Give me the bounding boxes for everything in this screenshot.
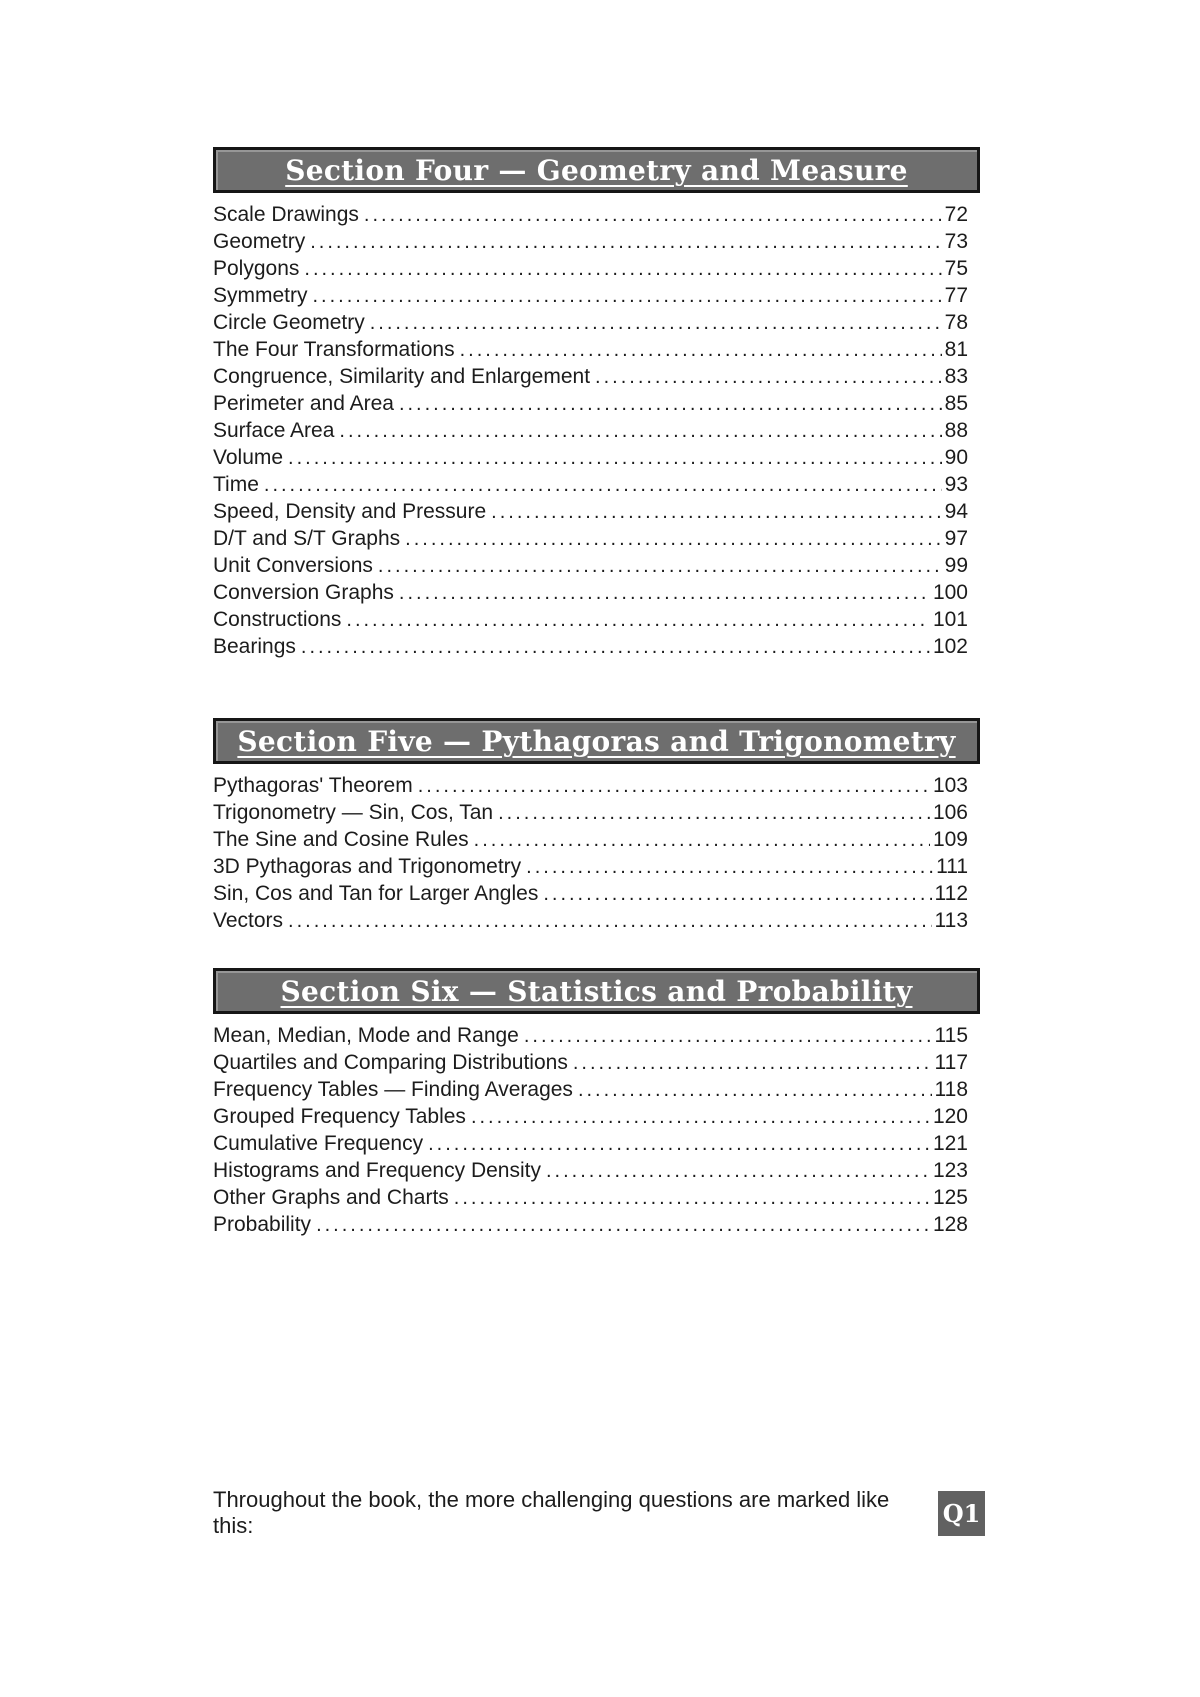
toc-entry-page: 118 (934, 1078, 968, 1101)
toc-entry (213, 826, 968, 853)
dot-leader (264, 472, 942, 499)
toc-entry-page: 121 (932, 1132, 968, 1155)
toc-entry (213, 1022, 968, 1049)
toc-entry (213, 880, 968, 907)
toc-entry-page: 97 (944, 527, 968, 550)
toc-entry-title: Perimeter and Area (213, 392, 394, 415)
toc-entry (213, 1211, 968, 1238)
toc-entry-title: Scale Drawings (213, 203, 359, 226)
toc-entry-title: Quartiles and Comparing Distributions (213, 1051, 568, 1074)
footnote (213, 1487, 985, 1539)
section-five-toc-list (213, 772, 980, 934)
dot-leader (471, 1104, 930, 1131)
toc-entry-title: Volume (213, 446, 284, 469)
toc-entry-title: Trigonometry — Sin, Cos, Tan (213, 801, 494, 824)
toc-entry-page: 85 (944, 392, 968, 415)
toc-entry-page: 100 (932, 581, 968, 604)
section-five (213, 718, 980, 934)
toc-entry-page: 113 (934, 909, 968, 932)
toc-entry-page: 123 (932, 1159, 968, 1182)
dot-leader (526, 854, 933, 881)
dot-leader (405, 526, 941, 553)
toc-entry (213, 228, 968, 255)
toc-entry (213, 633, 968, 660)
toc-entry (213, 525, 968, 552)
toc-entry-title: Cumulative Frequency (213, 1132, 424, 1155)
toc-entry-page: 90 (944, 446, 968, 469)
dot-leader (573, 1050, 932, 1077)
toc-entry-page: 112 (934, 882, 968, 905)
toc-entry-title: Histograms and Frequency Density (213, 1159, 541, 1182)
toc-entry (213, 1076, 968, 1103)
section-six (213, 968, 980, 1238)
section-five-title: Section Five — Pythagoras and Trigonometry (237, 724, 956, 758)
section-six-toc-list (213, 1022, 980, 1238)
toc-entry (213, 853, 968, 880)
toc-entry-page: 81 (944, 338, 968, 361)
toc-entry (213, 606, 968, 633)
dot-leader (578, 1077, 932, 1104)
dot-leader (428, 1131, 930, 1158)
toc-entry (213, 579, 968, 606)
dot-leader (346, 607, 930, 634)
toc-entry-page: 101 (932, 608, 968, 631)
toc-entry-page: 109 (932, 828, 968, 851)
section-five-header-bar (213, 718, 980, 764)
toc-entry-title: Speed, Density and Pressure (213, 500, 487, 523)
dot-leader (364, 202, 942, 229)
toc-entry-title: The Four Transformations (213, 338, 455, 361)
dot-leader (418, 773, 930, 800)
toc-entry-page: 83 (944, 365, 968, 388)
toc-entry-title: Conversion Graphs (213, 581, 394, 604)
toc-entry (213, 772, 968, 799)
dot-leader (301, 634, 930, 661)
toc-entry-title: Geometry (213, 230, 306, 253)
toc-entry (213, 282, 968, 309)
toc-entry (213, 309, 968, 336)
toc-entry-page: 111 (936, 855, 968, 878)
toc-entry (213, 1049, 968, 1076)
toc-entry-title: Circle Geometry (213, 311, 365, 334)
dot-leader (313, 283, 942, 310)
toc-entry-page: 94 (944, 500, 968, 523)
dot-leader (543, 881, 931, 908)
toc-entry (213, 1157, 968, 1184)
toc-entry (213, 201, 968, 228)
toc-entry-page: 103 (932, 774, 968, 797)
dot-leader (370, 310, 942, 337)
dot-leader (304, 256, 941, 283)
toc-entry-page: 88 (944, 419, 968, 442)
toc-entry-title: The Sine and Cosine Rules (213, 828, 469, 851)
section-four-header-bar (213, 147, 980, 193)
toc-entry-page: 120 (932, 1105, 968, 1128)
dot-leader (454, 1185, 930, 1212)
dot-leader (316, 1212, 930, 1239)
toc-entry-title: Polygons (213, 257, 300, 280)
toc-entry-page: 106 (932, 801, 968, 824)
toc-entry (213, 1184, 968, 1211)
dot-leader (498, 800, 930, 827)
dot-leader (595, 364, 942, 391)
toc-entry-title: Unit Conversions (213, 554, 373, 577)
dot-leader (460, 337, 942, 364)
toc-entry-title: Vectors (213, 909, 284, 932)
toc-entry-page: 128 (932, 1213, 968, 1236)
section-four-title: Section Four — Geometry and Measure (285, 153, 908, 187)
toc-entry-title: Congruence, Similarity and Enlargement (213, 365, 591, 388)
section-four (213, 147, 980, 660)
challenge-question-badge: Q1 (938, 1491, 985, 1536)
dot-leader (399, 580, 930, 607)
toc-entry (213, 471, 968, 498)
toc-entry-title: D/T and S/T Graphs (213, 527, 401, 550)
dot-leader (546, 1158, 930, 1185)
toc-entry-title: Surface Area (213, 419, 335, 442)
footnote-text: Throughout the book, the more challenging questions are marked like this: (213, 1487, 890, 1538)
toc-entry-page: 77 (944, 284, 968, 307)
toc-entry (213, 336, 968, 363)
toc-entry (213, 1130, 968, 1157)
toc-entry-title: Sin, Cos and Tan for Larger Angles (213, 882, 539, 905)
toc-entry (213, 552, 968, 579)
dot-leader (378, 553, 942, 580)
section-six-title: Section Six — Statistics and Probability (280, 974, 913, 1008)
toc-entry-title: Pythagoras' Theorem (213, 774, 413, 797)
toc-entry-page: 102 (932, 635, 968, 658)
dot-leader (310, 229, 941, 256)
toc-entry-title: Symmetry (213, 284, 308, 307)
dot-leader (474, 827, 930, 854)
toc-entry-title: Mean, Median, Mode and Range (213, 1024, 519, 1047)
toc-entry (213, 907, 968, 934)
toc-entry (213, 1103, 968, 1130)
toc-entry-title: Grouped Frequency Tables (213, 1105, 466, 1128)
section-four-toc-list (213, 201, 980, 660)
toc-entry-page: 78 (944, 311, 968, 334)
toc-entry-page: 99 (944, 554, 968, 577)
toc-entry (213, 444, 968, 471)
toc-entry (213, 498, 968, 525)
toc-entry (213, 799, 968, 826)
section-six-header-bar (213, 968, 980, 1014)
toc-entry-page: 72 (944, 203, 968, 226)
toc-entry-title: Frequency Tables — Finding Averages (213, 1078, 573, 1101)
dot-leader (288, 908, 931, 935)
toc-entry-title: Other Graphs and Charts (213, 1186, 449, 1209)
toc-entry (213, 255, 968, 282)
toc-entry (213, 417, 968, 444)
toc-entry-page: 125 (932, 1186, 968, 1209)
toc-entry-page: 93 (944, 473, 968, 496)
toc-entry-title: Constructions (213, 608, 342, 631)
dot-leader (288, 445, 942, 472)
dot-leader (339, 418, 941, 445)
toc-entry-page: 117 (934, 1051, 968, 1074)
dot-leader (524, 1023, 932, 1050)
toc-entry (213, 390, 968, 417)
toc-entry (213, 363, 968, 390)
dot-leader (399, 391, 942, 418)
toc-entry-page: 75 (944, 257, 968, 280)
toc-entry-title: Bearings (213, 635, 296, 658)
toc-entry-title: Probability (213, 1213, 312, 1236)
toc-entry-page: 115 (934, 1024, 968, 1047)
dot-leader (491, 499, 941, 526)
toc-entry-page: 73 (944, 230, 968, 253)
toc-entry-title: Time (213, 473, 259, 496)
toc-entry-title: 3D Pythagoras and Trigonometry (213, 855, 522, 878)
